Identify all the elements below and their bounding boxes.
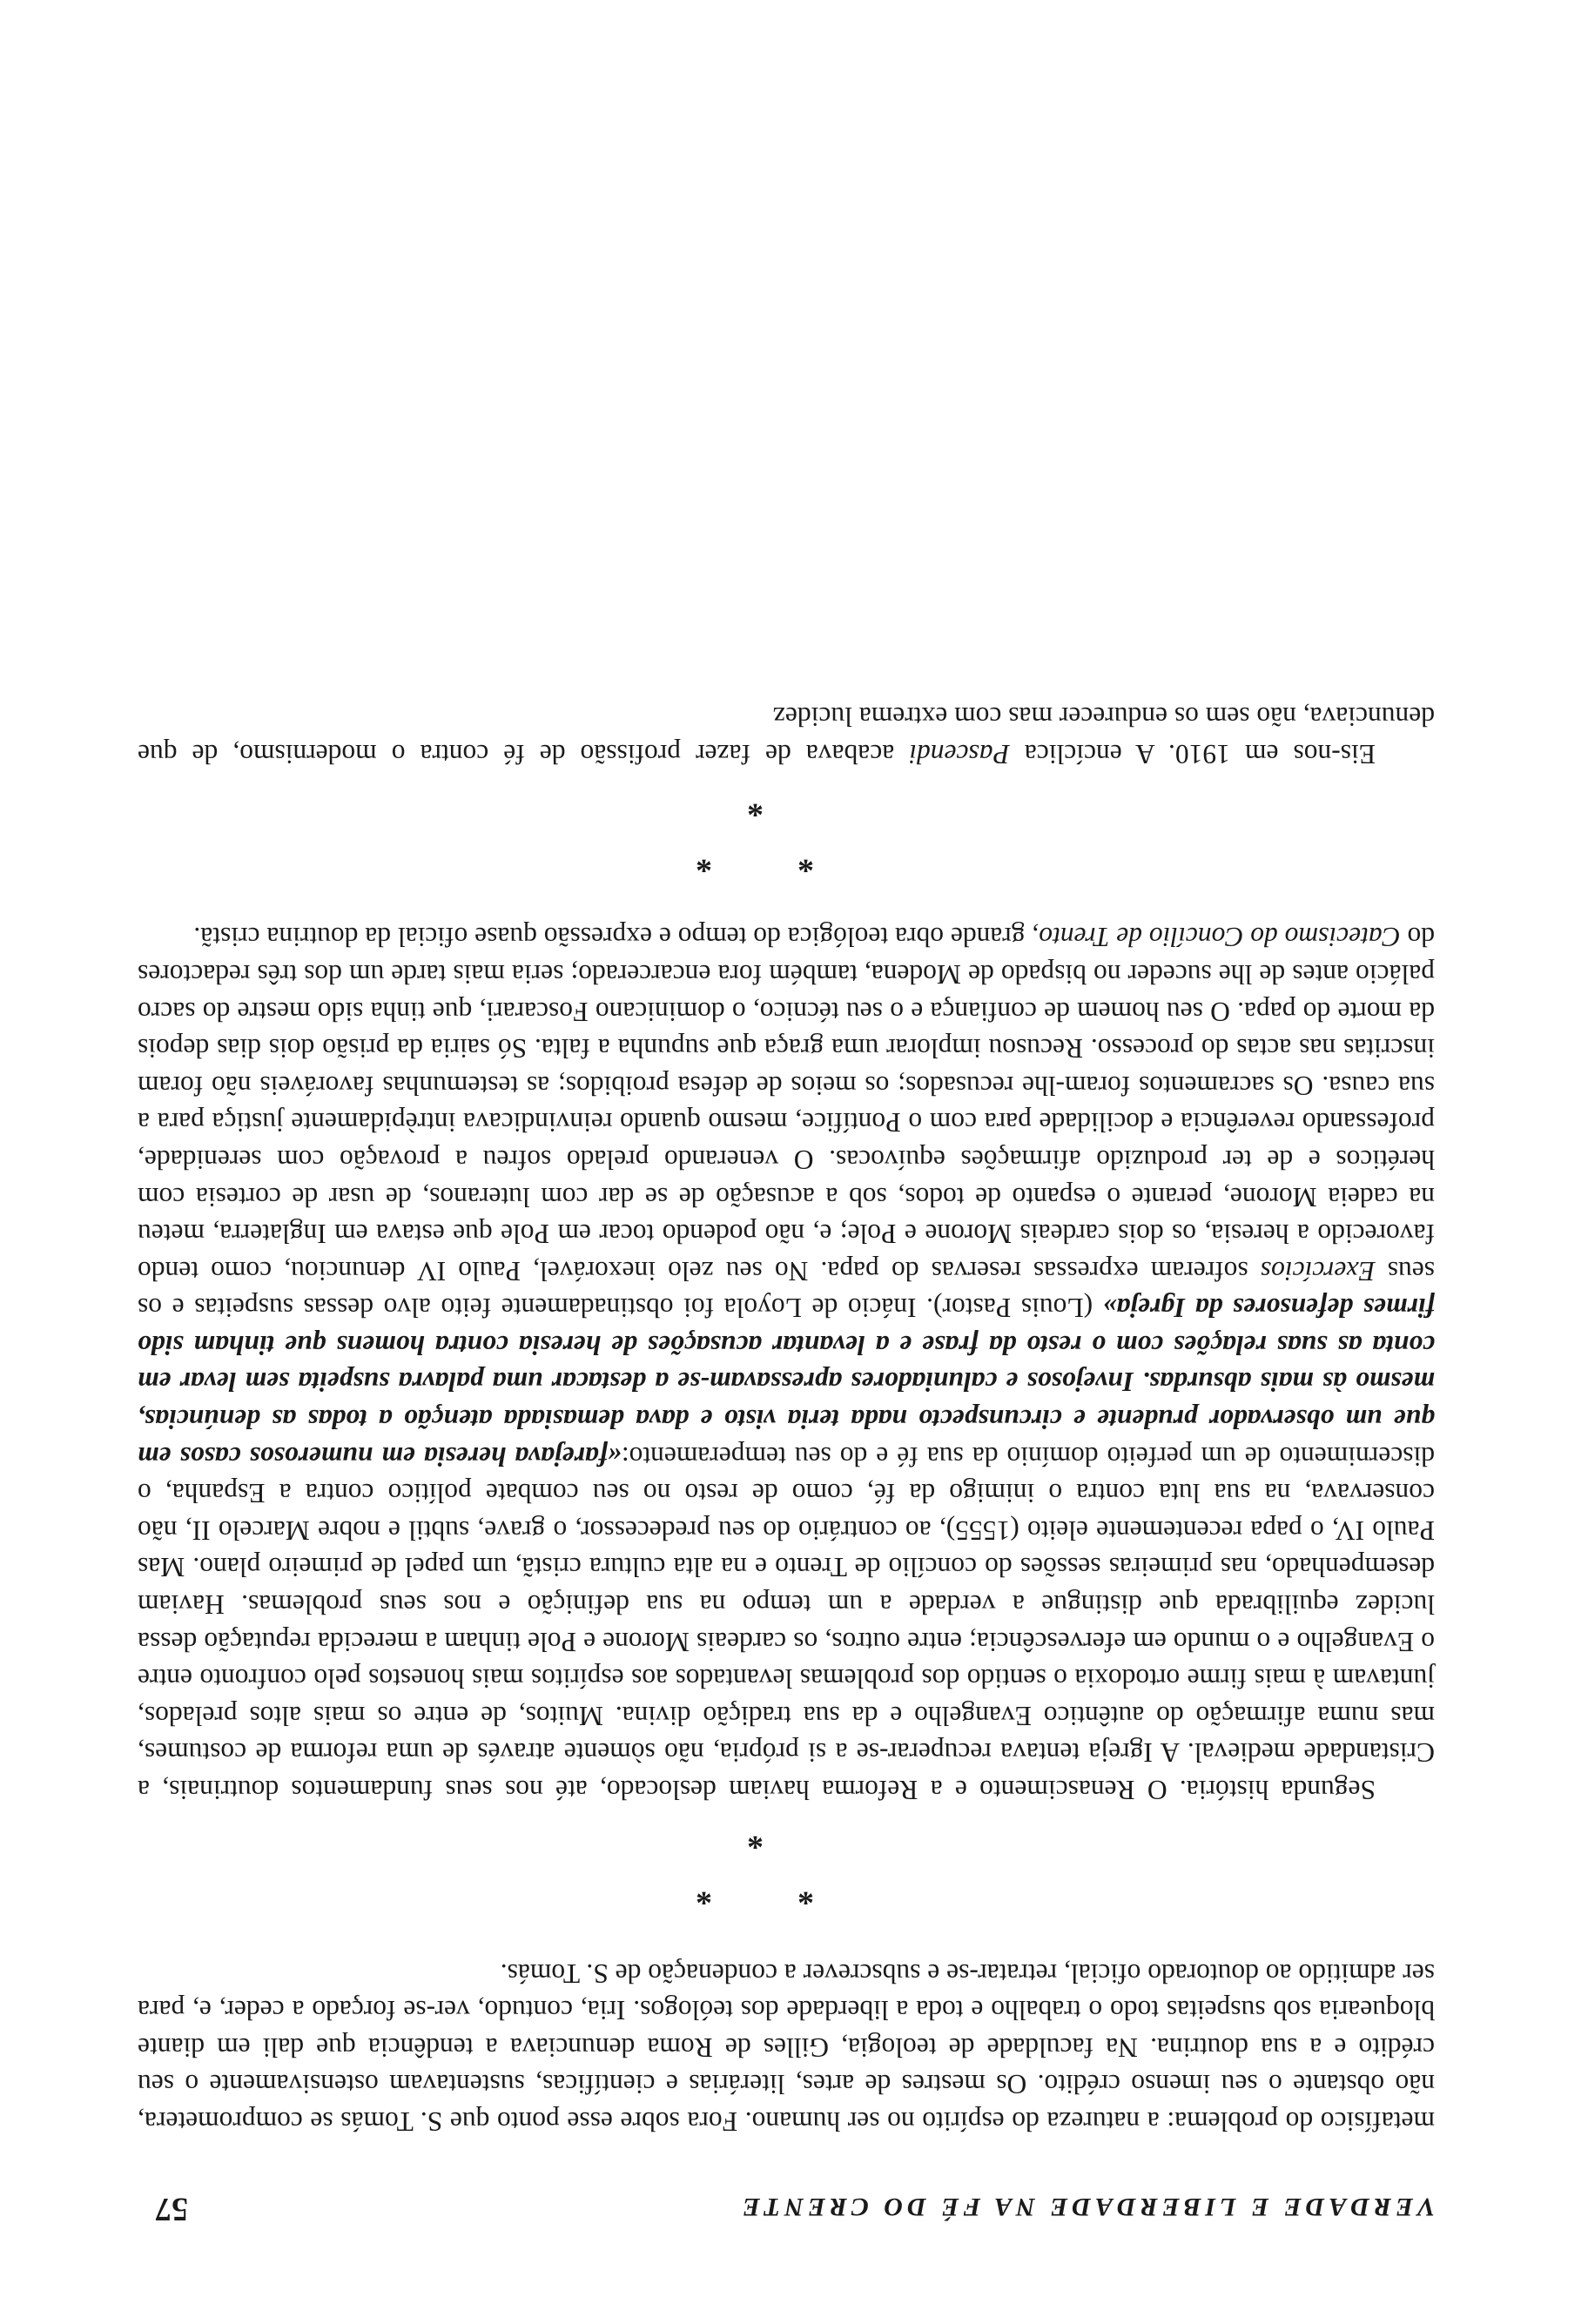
paragraph-second-story: [138, 918, 1435, 1808]
separator-asterisk: *: [696, 842, 712, 879]
pastor-quote: «farejava heresia em numerosos casos em que um observador prudente e circunspecto nada teria visto e dava demasiada atenção a todas as denúncias, mesmo às mais absurdas. Invejosos e caluniadores apressavam-se a destacar uma palavra suspeita sem levar em conta as suas relações com o resto da frase e a levantar acusações de heresia contra homens que tinham sido firmes defensores da Igreja»: [137, 1293, 1435, 1472]
section-separator-1: [138, 1808, 1435, 1954]
paragraph-text: sofreram expressas reservas do papa. No seu zelo inexorável, Paulo IV denunciou, como tendo favorecido a heresia, os dois cardeais Morone e Pole; e, não podendo tocar em Pole que estava em Inglaterra, meteu na cadeia Morone, perante o espanto de todos, sob a acusação de se dar com luteranos, de usar de cortesia com heréticos e de ter produzido afirmações equívocas. O venerando prelado sofreu a provação com serenidade, professando reverência e docilidade para com o Pontífice, mesmo quando reinvindicava intrèpidamente justiça para a sua causa. Os sacramentos foram-lhe recusados; os meios de defesa proibidos; as testemunhas favoráveis não foram inscritas nas actas do processo. Recusou implorar uma graça que supunha a falta. Só sairia da prisão dois dias depois da morte do papa. O seu homem de confiança e o seu técnico, o dominicano Foscarari, que tinha sido mestre do sacro palácio antes de lhe suceder no bispado de Modena, também fora encarcerado; seria mais tarde um dos três redactores do: [137, 922, 1435, 1286]
paragraph-text: (Louis Pastor). Inácio de Loyola foi obstinadamente feito alvo dessas suspeitas e os seus: [138, 1255, 1435, 1324]
separator-asterisk: *: [747, 1819, 764, 1857]
paragraph-text: Eis-nos em 1910. A encíclica: [1009, 738, 1376, 769]
separator-asterisk: *: [747, 786, 764, 823]
paragraph-text: Segunda história. O Renascimento e a Reforma haviam deslocado, até nos seus fundamentos doutrinais, a Cristandade medieval. A Igreja tentava recuperar-se a si própria, não sòmente através de uma reforma de costumes, mas numa afirmação do autêntico Evangelho e da sua tradição divina. Muitos, de entre os mais altos prelados, juntavam à mais firme ortodoxia o sentido dos problemas levantados aos espíritos mais honestos pelo confronto entre o Evangelho e o mundo em efervescência; entre outros, os cardeais Morone e Pole tinham a merecida reputação dessa lucidez equilibrada que distingue a verdade a um tempo na sua definição e nos seus problemas. Haviam desempenhado, nas primeiras sessões do concílio de Trento e na alta cultura cristã, um papel de primeiro plano. Mas Paulo IV, o papa recentemente eleito (1555), ao contrário do seu predecessor, o grave, subtil e nobre Marcelo II, não conservava, na sua luta contra o inimigo da fé, como de resto no seu combate político contra a Espanha, o discernimento de um perfeito domínio da sua fé e do seu temperamento:: [138, 1441, 1435, 1806]
separator-asterisk: *: [797, 842, 814, 879]
page-number: 57: [155, 2191, 188, 2227]
page-content: [138, 698, 1435, 2228]
separator-asterisk: *: [696, 1875, 712, 1912]
separator-asterisk: *: [797, 1875, 814, 1912]
work-title-exercicios: Exercícios: [1260, 1255, 1376, 1286]
running-header: [138, 2190, 1435, 2228]
work-title-pascendi: Pascendi: [909, 738, 1010, 769]
section-separator-2: [138, 772, 1435, 918]
paragraph-third-story: [138, 698, 1435, 772]
header-title: VERDADE E LIBERDADE NA FÉ DO CRENTE: [737, 2193, 1435, 2221]
paragraph-text: grande obra teológica do tempo e expressão quase oficial da doutrina cristã.: [193, 922, 1033, 953]
paragraph-text: acabava de fazer profissão de fé contra o modernismo, de que denunciava, não sem os endurecer mas com extrema lucidez: [138, 702, 1435, 769]
paragraph-intro: metafísico do problema: a natureza do espírito no ser humano. Fora sobre esse ponto que S. Tomás se comprometera, não obstante o seu imenso crédito. Os mestres de artes, literárias e científicas, sustentavam ostensivamente o seu crédito e a sua doutrina. Na faculdade de teologia, Gilles de Roma denunciava a tendência que dali em diante bloquearia sob suspeitas todo o trabalho e toda a liberdade dos teólogos. Iria, contudo, ver-se forçado a ceder, e, para ser admitido ao doutorado oficial, retratar-se e subscrever a condenação de S. Tomás.: [138, 1958, 1435, 2137]
work-title-catecismo: Catecismo do Concílio de Trento,: [1032, 922, 1401, 953]
